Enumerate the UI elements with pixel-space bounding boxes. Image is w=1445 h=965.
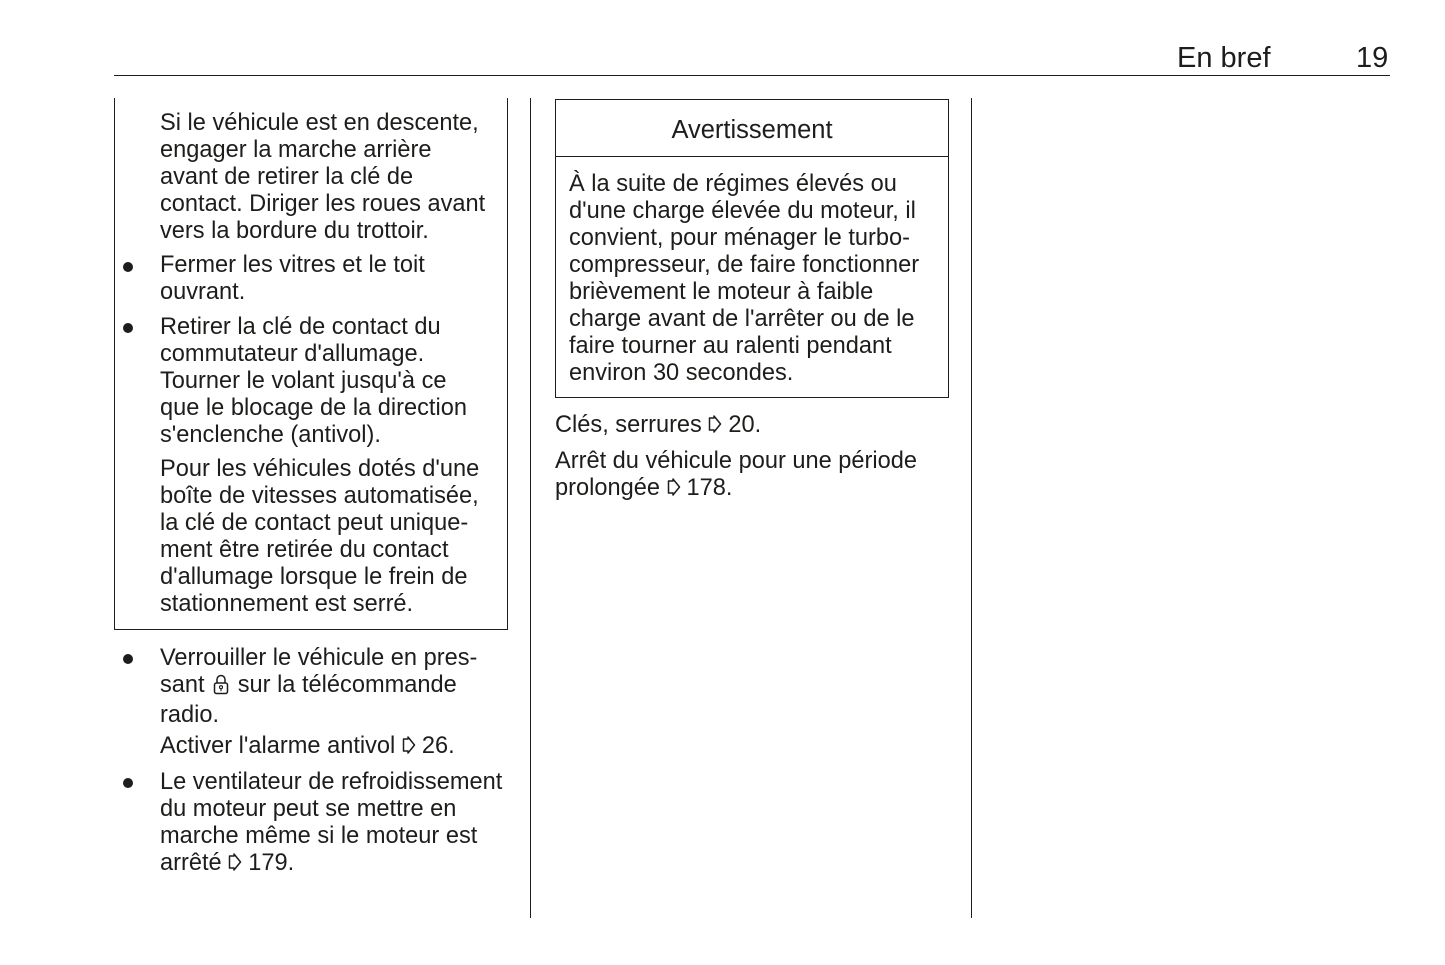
storage-cross-reference: Arrêt du véhicule pour une période prolongée 178. [555, 448, 918, 501]
bullet-dot [123, 262, 133, 272]
page-number: 19 [1356, 42, 1389, 74]
bullet-cooling-fan: Le ventilateur de refroidissement du moteur peut se mettre en marche même si le moteur est arrêté 179. [160, 769, 503, 876]
cross-reference-link[interactable]: 20. [728, 412, 762, 438]
cross-reference-arrow-icon [402, 734, 416, 761]
cross-reference-arrow-icon [228, 851, 242, 878]
warning-body: À la suite de régimes élevés ou d'une charge élevée du moteur, il convient, pour ménager le turbo- compresseur, de faire fonctionner brièvement le moteur à faible charge avant de l'arrêter ou de le faire tourner au ralenti pendant environ 30 secondes. [569, 171, 920, 386]
cross-reference-arrow-icon [708, 413, 722, 440]
warning-title: Avertissement [671, 116, 833, 144]
bullet-lock-vehicle: Verrouiller le véhicule en pres- sant sur la télécommande radio. [160, 645, 478, 728]
alarm-cross-reference: Activer l'alarme antivol 26. [160, 733, 455, 759]
paragraph-descent: Si le véhicule est en descente, engager la marche arrière avant de retirer la clé de contact. Diriger les roues avant vers la bordure du trottoir. [160, 110, 486, 244]
warning-box [555, 99, 949, 398]
warning-divider [556, 156, 948, 157]
cross-reference-link[interactable]: 26. [421, 733, 455, 759]
lock-key-icon [213, 673, 229, 702]
bullet-dot [123, 654, 133, 664]
header-rule [114, 75, 1390, 76]
bullet-remove-key: Retirer la clé de contact du commutateur d'allumage. Tourner le volant jusqu'à ce que le blocage de la direction s'enclenche (antivol). [160, 314, 467, 448]
column-separator-1 [530, 98, 531, 918]
bullet-windows: Fermer les vitres et le toit ouvrant. [160, 252, 425, 305]
cross-reference-link[interactable]: 179. [248, 850, 295, 876]
paragraph-automated-gearbox: Pour les véhicules dotés d'une boîte de vitesses automatisée, la clé de contact peut unique- ment être retirée du contact d'allumage lorsque le frein de stationnement est serré. [160, 456, 480, 617]
cross-reference-arrow-icon [667, 476, 681, 503]
bullet-dot [123, 778, 133, 788]
column-separator-2 [971, 98, 972, 918]
keys-cross-reference: Clés, serrures 20. [555, 412, 762, 438]
cross-reference-link[interactable]: 178. [686, 475, 733, 501]
section-title: En bref [1177, 42, 1271, 74]
bullet-dot [123, 323, 133, 333]
